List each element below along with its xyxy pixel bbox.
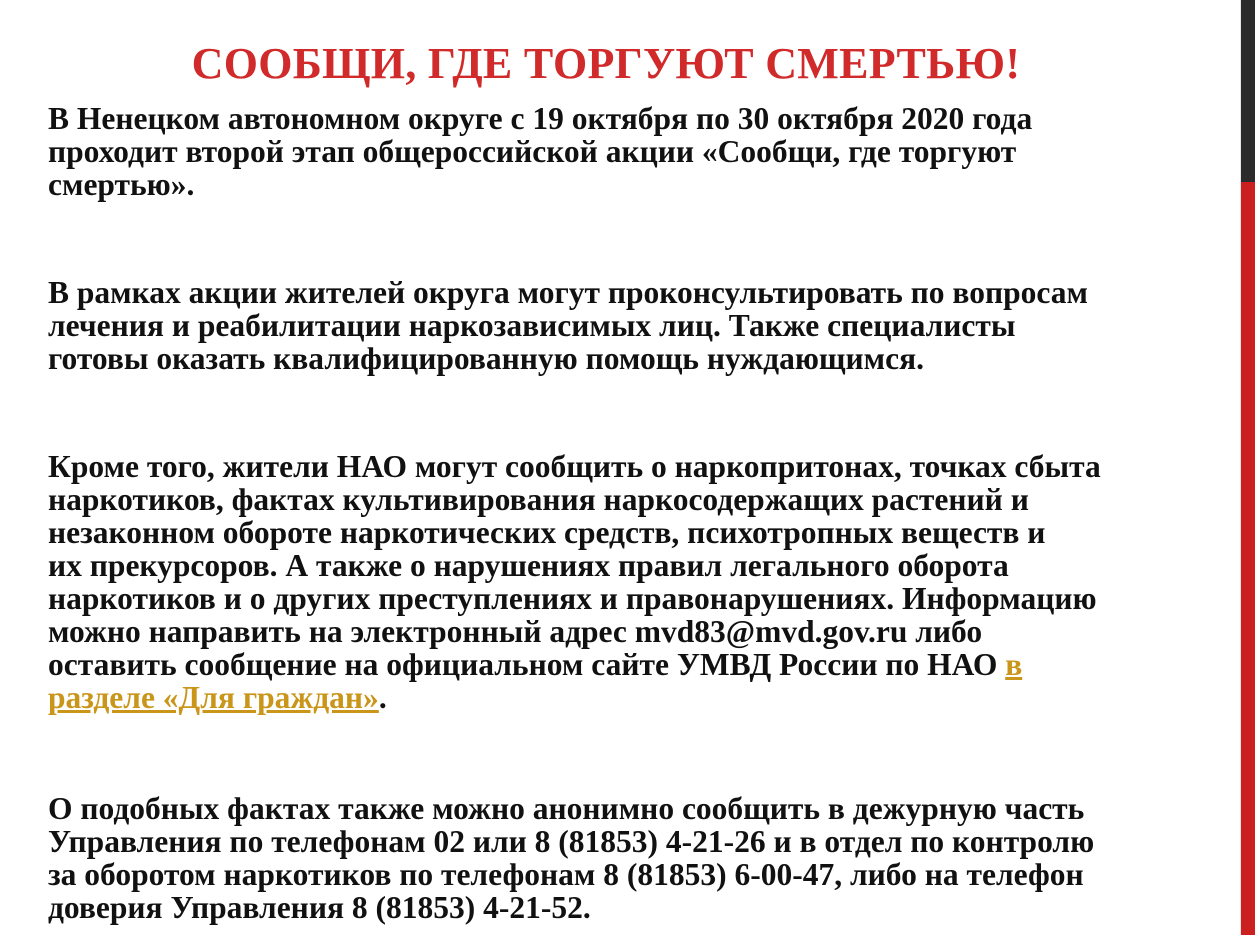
text-fragment: . bbox=[378, 680, 387, 715]
text-line: лечения и реабилитации наркозависимых лиц. Также специалисты bbox=[48, 308, 1016, 343]
text-line bbox=[48, 648, 1233, 681]
text-line: наркотиков, фактах культивирования наркосодержащих растений и bbox=[48, 482, 1029, 517]
paragraph-campaign-dates bbox=[48, 102, 1233, 201]
text-line: их прекурсоров. А также о нарушениях правил легального оборота bbox=[48, 548, 1009, 583]
paragraph-report-info bbox=[48, 450, 1233, 714]
text-line: О подобных фактах также можно анонимно сообщить в дежурную часть bbox=[48, 791, 1085, 826]
paragraph-consultation bbox=[48, 276, 1233, 375]
text-line: В Ненецком автономном округе с 19 октября по 30 октября 2020 года bbox=[48, 101, 1033, 136]
text-line: за оборотом наркотиков по телефонам 8 (81853) 6-00-47, либо на телефон bbox=[48, 857, 1084, 892]
text-fragment: оставить сообщение на официальном сайте УМВД России по НАО bbox=[48, 647, 1006, 682]
slide-title: СООБЩИ, ГДЕ ТОРГУЮТ СМЕРТЬЮ! bbox=[191, 39, 1021, 88]
slide-accent-bar bbox=[1240, 0, 1255, 935]
text-line: смертью». bbox=[48, 167, 195, 202]
citizens-section-link-continued[interactable]: разделе «Для граждан» bbox=[48, 680, 379, 715]
text-line: незаконном обороте наркотических средств, психотропных веществ и bbox=[48, 515, 1046, 550]
text-line: доверия Управления 8 (81853) 4-21-52. bbox=[48, 890, 591, 925]
accent-bar-red-segment bbox=[1241, 182, 1255, 935]
text-line: можно направить на электронный адрес mvd83@mvd.gov.ru либо bbox=[48, 614, 983, 649]
text-line: Управления по телефонам 02 или 8 (81853) 4-21-26 и в отдел по контролю bbox=[48, 824, 1095, 859]
text-line bbox=[48, 681, 1233, 714]
paragraph-phone-numbers bbox=[48, 792, 1233, 924]
text-line: проходит второй этап общероссийской акции «Сообщи, где торгуют bbox=[48, 134, 1017, 169]
text-line: Кроме того, жители НАО могут сообщить о наркопритонах, точках сбыта bbox=[48, 449, 1101, 484]
text-line: В рамках акции жителей округа могут проконсультировать по вопросам bbox=[48, 275, 1088, 310]
text-line: готовы оказать квалифицированную помощь нуждающимся. bbox=[48, 341, 925, 376]
citizens-section-link[interactable]: в bbox=[1005, 647, 1023, 682]
text-line: наркотиков и о других преступлениях и правонарушениях. Информацию bbox=[48, 581, 1097, 616]
accent-bar-dark-segment bbox=[1241, 0, 1255, 182]
